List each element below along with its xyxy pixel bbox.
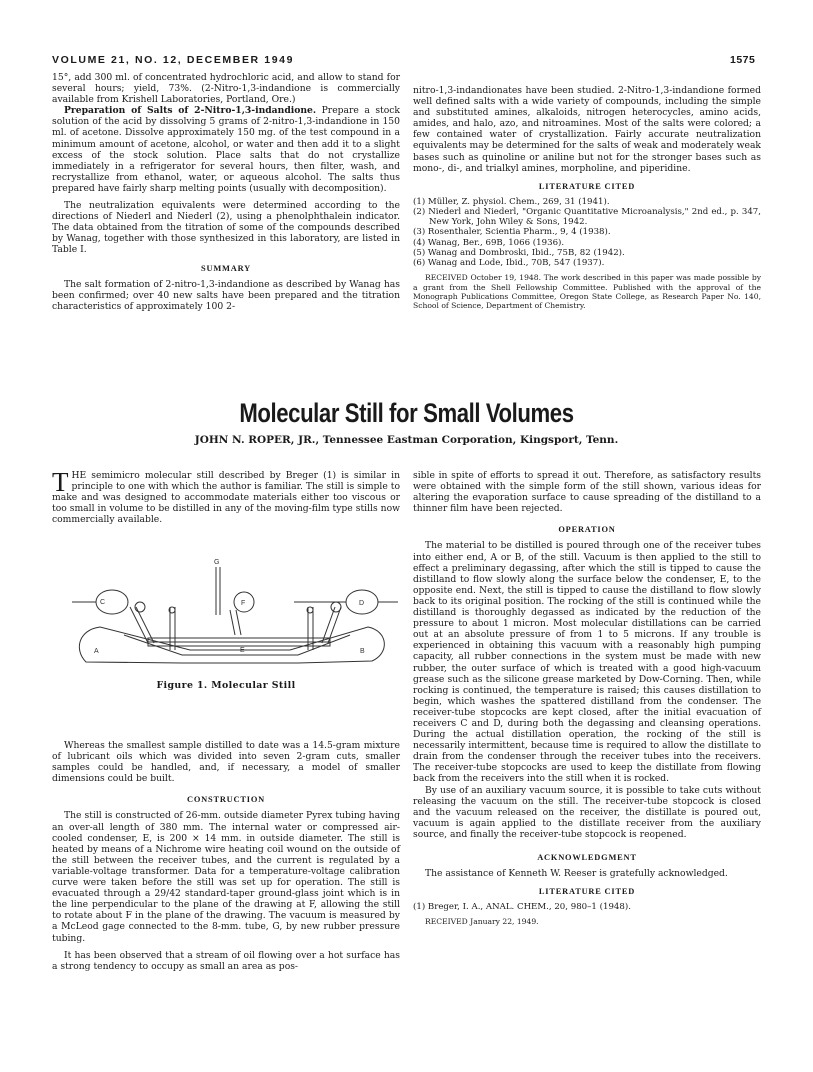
label-a: A bbox=[94, 648, 99, 655]
reference-list bbox=[413, 197, 761, 268]
prev-paragraph: nitro-1,3-indandionates have been studied. 2-Nitro-1,3-indandione formed well defined salts with a wide variety of compounds, including the simple and substituted amines, alkaloids, nitrogen heterocycles, amino acids, amides, and halo, azo, and nitroamines. Most of the salts were colored; a few contained water of crystallization. Fairly accurate neutralization equivalents may be determined for the salts of weak and moderately weak bases such as quinoline or aniline but not for the stronger bases such as mono-, di-, and trialkyl amines, morpholine, and piperidine. bbox=[413, 85, 761, 174]
prev-paragraph: The neutralization equivalents were determined according to the directions of Niederl and Niederl (2), using a phenolphthalein indicator. The data obtained from the titration of some of the compounds described by Wanag, together with those synthesized in this laboratory, are listed in Table I. bbox=[52, 200, 400, 256]
label-c: C bbox=[100, 599, 106, 606]
page-number: 1575 bbox=[730, 54, 756, 66]
molecular-still-figure bbox=[60, 555, 400, 680]
paragraph: By use of an auxiliary vacuum source, it is possible to take cuts without releasing the vacuum on the still. The receiver-tube stopcock is closed and the vacuum released on the receiver, the distillate is poured out, vacuum is again applied to the distillate receiver from the auxiliary source, and finally the receiver-tube stopcock is reopened. bbox=[413, 784, 761, 840]
prev-subhead: Preparation of Salts of 2-Nitro-1,3-indandione. bbox=[64, 105, 317, 117]
reference-item: (2) Niederl and Niederl, "Organic Quantitative Microanalysis," 2nd ed., p. 347, New York, John Wiley & Sons, 1942. bbox=[413, 207, 761, 228]
intro-block bbox=[52, 467, 400, 526]
reference-item: (3) Rosenthaler, Scientia Pharm., 9, 4 (1938). bbox=[413, 227, 611, 238]
label-b: B bbox=[360, 648, 365, 655]
operation-heading: OPERATION bbox=[558, 525, 616, 535]
reference-item: (1) Müller, Z. physiol. Chem., 269, 31 (1941). bbox=[413, 196, 610, 207]
paragraph: The still is constructed of 26-mm. outside diameter Pyrex tubing having an over-all length of 380 mm. The internal water or compressed air-cooled condenser, E, is 200 × 14 mm. in outside diameter. The still is heated by means of a Nichrome wire heating coil wound on the outside of the still between the receiver tubes, and the current is regulated by a variable-voltage transformer. Data for a temperature-voltage calibration curve were taken before the still was set up for operation. The still is evacuated through a 29/42 standard-taper ground-glass joint which is in the line perpendicular to the plane of the drawing at F, allowing the still to rotate about F in the plane of the drawing. The vacuum is measured by a McLeod gage connected to the 8-mm. tube, G, by new rubber pressure tubing. bbox=[52, 810, 400, 944]
prev-paragraph: Prepare a stock solution of the acid by dissolving 5 grams of 2-nitro-1,3-indandione in 150 ml. of acetone. Dissolve approximately 150 mg. of the test compound in a minimum amount of acetone, alcohol, or water and then add it to a slight excess of the stock solution. Place salts that do not crystallize immediately in a refrigerator for several hours, then filter, wash, and recrystallize from ethanol, water, or aqueous alcohol. The salts thus prepared have fairly sharp melting points (usually with decomposition). bbox=[52, 105, 400, 194]
literature-heading: LITERATURE CITED bbox=[538, 887, 636, 897]
article-byline: JOHN N. ROPER, JR., Tennessee Eastman Corporation, Kingsport, Tenn. bbox=[194, 434, 619, 446]
paragraph: Whereas the smallest sample distilled to date was a 14.5-gram mixture of lubricant oils which was divided into seven 2-gram cuts, smaller samples could be handled, and, if necessary, a model of smaller dimensions could be built. bbox=[52, 740, 400, 785]
prev-paragraph: The salt formation of 2-nitro-1,3-indandione as described by Wanag has been confirmed; over 40 new salts have been prepared and the titration characteristics of approximately 100 2- bbox=[52, 278, 400, 312]
received-note: RECEIVED October 19, 1948. The work described in this paper was made possible by a grant from the Shell Fellowship Committee. Published with the approval of the Monograph Publications Committee, Oregon State College, as Research Paper No. 140, School of Science, Department of Chemistry. bbox=[413, 273, 761, 311]
paragraph: The assistance of Kenneth W. Reeser is gratefully acknowledged. bbox=[425, 868, 728, 880]
label-f: F bbox=[241, 600, 246, 607]
left-column-lower bbox=[52, 740, 400, 972]
label-e: E bbox=[240, 647, 245, 654]
label-d: D bbox=[359, 600, 365, 607]
figure-caption: Figure 1. Molecular Still bbox=[156, 680, 296, 691]
right-column bbox=[413, 470, 761, 927]
reference-item: (6) Wanag and Lode, Ibid., 70B, 547 (1937). bbox=[413, 258, 605, 269]
reference-item: (5) Wanag and Dombroski, Ibid., 75B, 82 (1942). bbox=[413, 247, 625, 258]
article-title: Molecular Still for Small Volumes bbox=[239, 398, 574, 428]
prev-right-column bbox=[413, 85, 761, 311]
prev-paragraph: 15°, add 300 ml. of concentrated hydrochloric acid, and allow to stand for several hours; yield, 73%. (2-Nitro-1,3-indandione is commercially available from Krishell Laboratories, Portland, Ore.) bbox=[52, 72, 400, 106]
literature-heading: LITERATURE CITED bbox=[538, 181, 636, 191]
prev-left-column bbox=[52, 72, 400, 312]
paragraph: It has been observed that a stream of oil flowing over a hot surface has a strong tendency to occupy as small an area as pos- bbox=[52, 949, 400, 972]
running-header: VOLUME 21, NO. 12, DECEMBER 1949 bbox=[52, 54, 295, 66]
reference-item: (4) Wanag, Ber., 69B, 1066 (1936). bbox=[413, 237, 565, 248]
construction-heading: CONSTRUCTION bbox=[186, 795, 265, 805]
acknowledgment-heading: ACKNOWLEDGMENT bbox=[537, 853, 637, 862]
label-g: G bbox=[214, 559, 220, 566]
paragraph: sible in spite of efforts to spread it out. Therefore, as satisfactory results were obtained with the simple form of the still shown, various ideas for altering the evaporation surface to cause spreading of the distilland to a thinner film have been rejected. bbox=[413, 470, 761, 515]
received-note: RECEIVED January 22, 1949. bbox=[425, 917, 539, 927]
intro-paragraph: HE semimicro molecular still described by Breger (1) is similar in principle to one with which the author is familiar. The still is simple to make and was designed to accommodate materials either too viscous or too small in volume to be distilled in any of the moving-film type stills now commercially available. bbox=[52, 470, 400, 526]
summary-heading: SUMMARY bbox=[201, 263, 251, 273]
paragraph: The material to be distilled is poured through one of the receiver tubes into either end, A or B, of the still. Vacuum is then applied to the still to effect a preliminary degassing, after which the still is tipped to cause the distilland to flow slowly along the surface below the condenser, E, to the opposite end. Next, the still is tipped to cause the distilland to flow slowly back to its original position. The rocking of the still is continued while the distilland is thoroughly degassed as indicated by the reduction of the pressure to about 1 micron. Most molecular distillations can be carried out at an absolute pressure of from 1 to 5 microns. If any trouble is experienced in obtaining this vacuum with a reasonably high pumping capacity, all rubber connections in the system must be made with new rubber, the outer surface of which is treated with a good high-vacuum grease such as the silicone grease marketed by Dow-Corning. Then, while rocking is continued, the temperature is raised; this causes distillation to begin, which washes the spattered distilland from the condenser. The receiver-tube stopcocks are kept closed, after the initial evacuation of receivers C and D, during both the degassing and cleansing operations. During the actual distillation operation, the rocking of the still is necessarily intermittent, because time is required to allow the distillate to drain from the condenser through the receiver tubes into the receivers. The receiver-tube stopcocks are used to keep the distillate from flowing back from the receivers into the still when it is rocked. bbox=[413, 540, 761, 785]
reference-item: (1) Breger, I. A., ANAL. CHEM., 20, 980–1 (1948). bbox=[413, 902, 631, 913]
drop-cap: T bbox=[52, 467, 69, 497]
